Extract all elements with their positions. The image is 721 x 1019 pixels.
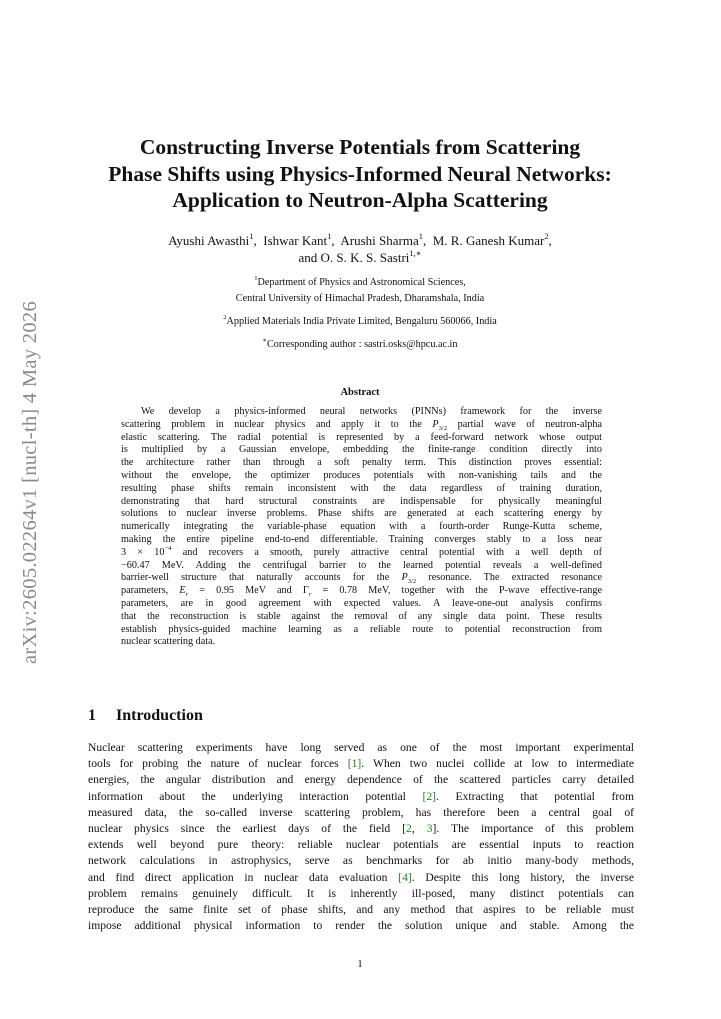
abstract-line: establish physics-guided machine learning as a reliable route to potential reconstruction from — [121, 623, 602, 635]
affiliation-1-line2 — [60, 292, 660, 306]
abstract-line: demonstrating that hard structural constraints are indispensable for physically meaningful — [121, 495, 602, 507]
abstract-line: without the envelope, the optimizer produces potentials with non-vanishing tails and the — [121, 469, 602, 481]
affiliation-2 — [60, 315, 660, 329]
title-line: Application to Neutron-Alpha Scattering — [172, 188, 548, 212]
affiliation-1 — [60, 276, 660, 290]
author-conjunction: and — [298, 250, 318, 265]
corresponding-author — [60, 338, 660, 352]
abstract-line: −60.47 MeV. Adding the centrifugal barrier to the learned potential reveals a well-defined — [121, 559, 602, 571]
author-affil-mark: 2 — [544, 231, 549, 242]
abstract-body — [121, 406, 602, 649]
abstract-line: resulting phase shifts remain inconsistent with the data regardless of training duration, — [121, 482, 602, 494]
abstract-line: We develop a physics-informed neural networks (PINNs) framework for the inverse — [141, 406, 602, 417]
arxiv-identifier-text: arXiv:2605.02264v1 [nucl-th] 4 May 2026 — [18, 300, 41, 664]
citation-link[interactable]: 2 — [406, 821, 412, 835]
abstract-line: numerically integrating the variable-phase equation with a fourth-order Runge-Kutta scheme, — [121, 521, 602, 533]
body-line: extends well beyond pure theory: reliable nuclear potentials are essential inputs to reaction — [88, 838, 634, 852]
author-list: Ayushi Awasthi$^1$, Ishwar Kant$^1$, Arushi Sharma$^1$, M. R. Ganesh Kumar$^2$, — [168, 231, 552, 248]
abstract-heading: Abstract — [340, 387, 380, 398]
affiliation-text: Department of Physics and Astronomical Sciences, — [257, 277, 466, 288]
body-line: tools for probing the nature of nuclear forces [1]. When two nuclei collide at low to intermediate — [88, 757, 634, 771]
abstract-line: $3 \times 10^{-4}$ and recovers a smooth, purely attractive central potential with a well depth of — [121, 545, 602, 558]
abstract-line: nuclear scattering data. — [121, 636, 216, 648]
page-number: 1 — [357, 958, 363, 970]
citation-link[interactable]: 3 — [426, 821, 433, 835]
abstract-line: scattering problem in nuclear physics and apply it to the $P_{3/2}$ partial wave of neutron-alpha — [121, 418, 603, 432]
citation-link[interactable]: [4] — [398, 870, 412, 884]
introduction-body — [88, 740, 634, 934]
abstract-line: solutions to nuclear inverse problems. Phase shifts are generated at each scattering energy by — [121, 508, 602, 520]
author-affil-mark: 1 — [418, 231, 423, 242]
corresponding-mark: ∗ — [262, 337, 268, 345]
author-name: Ayushi Awasthi — [168, 233, 250, 248]
body-line: reproduce the same finite set of phase shifts, and any method that aspires to be reliable must — [88, 902, 634, 916]
abstract-line: parameters, are in good agreement with expected values. A leave-one-out analysis confirms — [121, 597, 602, 609]
body-line: and find direct application in nuclear data evaluation [4]. Despite this long history, the inverse — [88, 870, 635, 884]
affiliation-mark: 2 — [223, 314, 227, 322]
body-line: nuclear physics since the earliest days of the field [2, 3]. The importance of this problem — [88, 821, 634, 835]
author-name: O. S. K. S. Sastri — [320, 250, 410, 265]
body-line: Nuclear scattering experiments have long served as one of the most important experimental — [88, 741, 634, 754]
citation-link[interactable]: [2] — [422, 789, 437, 803]
affiliation-text: Central University of Himachal Pradesh, Dharamshala, India — [235, 293, 485, 304]
abstract-line: that the reconstruction is stable against the removal of any single data point. These results — [121, 610, 602, 622]
body-line: measured data, the so-called inverse scattering problem, has therefore been a central goal of — [88, 805, 634, 819]
author-name: Arushi Sharma — [340, 233, 419, 248]
body-line: problem remains genuinely difficult. It is inherently ill-posed, many distinct potentials can — [88, 886, 634, 900]
body-line: energies, the angular distribution and energy dependence of the scattered particles carry detailed — [88, 773, 634, 787]
author-list-cont — [60, 249, 660, 266]
author-affil-mark: 1,∗ — [409, 248, 422, 259]
body-line: information about the underlying interaction potential [2]. Extracting that potential from — [88, 789, 634, 803]
affiliation-mark: 1 — [254, 275, 258, 283]
section-title: Introduction — [116, 707, 203, 724]
abstract-line: making the entire pipeline end-to-end differentiable. Training converges stably to a loss near — [121, 533, 602, 545]
body-line: network calculations in astrophysics, serve as benchmarks for ab initio many-body methods, — [88, 854, 634, 868]
affiliation-text: Applied Materials India Private Limited, Bengaluru 560066, India — [226, 316, 497, 327]
abstract-line: is multiplied by a Gaussian envelope, embedding the finite-range condition directly into — [121, 444, 602, 456]
abstract-line: barrier-well structure that naturally accounts for the $P_{3/2}$ resonance. The extracted resonance — [121, 572, 603, 586]
abstract-line: the architecture rather than through a soft penalty term. This distinction proves essential: — [121, 457, 602, 469]
author-name: M. R. Ganesh Kumar — [432, 233, 545, 248]
paper-title — [80, 134, 640, 214]
abstract-line: parameters, $E_r = 0.95$ MeV and $\Gamma_r = 0.78$ MeV, together with the P-wave effective-range — [121, 585, 602, 599]
abstract-line: elastic scattering. The radial potential is represented by a feed-forward network whose output — [121, 431, 602, 443]
body-line: impose additional physical information to render the solution unique and stable. Among the — [88, 919, 634, 933]
title-line: Constructing Inverse Potentials from Scattering — [139, 135, 581, 159]
section-heading — [88, 707, 203, 725]
arxiv-identifier — [13, 292, 47, 672]
author-affil-mark: 1 — [249, 231, 254, 242]
author-name: Ishwar Kant — [263, 233, 328, 248]
corresponding-author-text: Corresponding author : sastri.osks@hpcu.ac.in — [267, 339, 458, 350]
title-line: Phase Shifts using Physics-Informed Neural Networks: — [108, 161, 612, 186]
author-affil-mark: 1 — [327, 231, 332, 242]
citation-link[interactable]: [1] — [347, 757, 362, 771]
section-number: 1 — [88, 707, 96, 724]
